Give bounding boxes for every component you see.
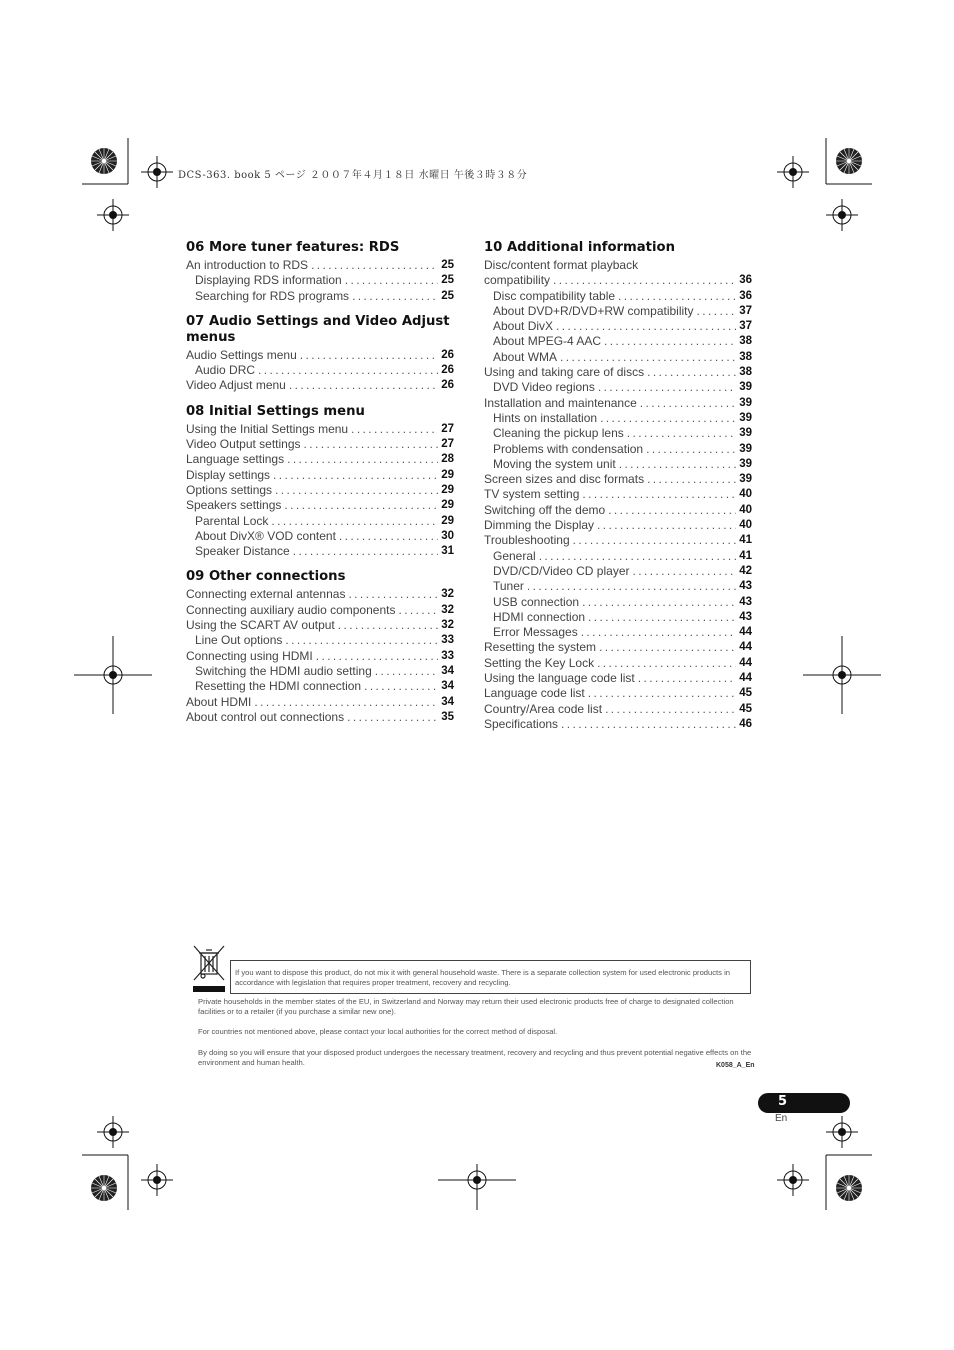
toc-page-number: 32 bbox=[441, 603, 454, 616]
toc-page-number: 44 bbox=[739, 626, 752, 639]
toc-entry-label: Country/Area code list bbox=[484, 701, 603, 716]
toc-entry-label: Connecting using HDMI bbox=[186, 648, 313, 663]
toc-section bbox=[186, 240, 454, 304]
toc-entry-label: Resetting the HDMI connection bbox=[195, 679, 362, 694]
toc-entry-label: Screen sizes and disc formats bbox=[484, 472, 645, 487]
toc-entry-label: DVD Video regions bbox=[493, 380, 595, 395]
toc-leader-dots bbox=[339, 529, 438, 544]
toc-entry[interactable] bbox=[484, 457, 752, 472]
toc-entry-label: Searching for RDS programs bbox=[195, 288, 350, 303]
toc-leader-dots bbox=[605, 702, 736, 717]
toc-page-number: 34 bbox=[441, 664, 454, 677]
toc-entry-label: Audio DRC bbox=[195, 363, 256, 378]
toc-leader-dots bbox=[556, 319, 736, 334]
toc-page-number: 44 bbox=[739, 641, 752, 654]
toc-page-number: 39 bbox=[739, 396, 752, 409]
toc-entry-label: Using the language code list bbox=[484, 671, 635, 686]
toc-leader-dots bbox=[254, 695, 438, 710]
toc-entry[interactable] bbox=[484, 671, 752, 686]
toc-entry[interactable] bbox=[484, 640, 752, 655]
toc-entry-label: HDMI connection bbox=[493, 609, 586, 624]
toc-page-number: 27 bbox=[441, 438, 454, 451]
toc-leader-dots bbox=[588, 686, 736, 701]
toc-leader-dots bbox=[375, 664, 438, 679]
toc-entry[interactable] bbox=[484, 503, 752, 518]
toc-page-number: 43 bbox=[739, 580, 752, 593]
toc-entry[interactable] bbox=[484, 442, 752, 457]
toc-entry[interactable] bbox=[484, 564, 752, 579]
toc-page-number: 39 bbox=[739, 381, 752, 394]
toc-section bbox=[186, 404, 454, 560]
toc-page-number: 34 bbox=[441, 680, 454, 693]
toc-page-number: 29 bbox=[441, 468, 454, 481]
toc-entry[interactable] bbox=[186, 695, 454, 710]
toc-section bbox=[186, 314, 454, 394]
toc-entry-label: Language code list bbox=[484, 686, 585, 701]
weee-paragraph-1: Private households in the member states of the EU, in Switzerland and Norway may return their used electronic products free of charge to designated collection facilities or to a retailer (if you purchase a similar new one). bbox=[198, 997, 734, 1017]
toc-entry[interactable] bbox=[484, 380, 752, 395]
toc-leader-dots bbox=[273, 468, 438, 483]
toc-page-number: 40 bbox=[739, 519, 752, 532]
toc-leader-dots bbox=[287, 452, 438, 467]
toc-page-number: 40 bbox=[739, 503, 752, 516]
toc-page-number: 31 bbox=[441, 545, 454, 558]
toc-entry[interactable] bbox=[186, 378, 454, 393]
toc-entry[interactable] bbox=[186, 710, 454, 725]
toc-entry[interactable] bbox=[484, 702, 752, 717]
toc-entry-label: Language settings bbox=[186, 452, 285, 467]
weee-paragraph-2: For countries not mentioned above, please contact your local authorities for the correct method of disposal. bbox=[198, 1027, 558, 1036]
toc-leader-dots bbox=[311, 258, 438, 273]
toc-leader-dots bbox=[338, 618, 438, 633]
toc-entry[interactable] bbox=[484, 625, 752, 640]
toc-leader-dots bbox=[258, 363, 438, 378]
toc-entry[interactable] bbox=[484, 319, 752, 334]
toc-leader-dots bbox=[289, 378, 438, 393]
toc-column-right bbox=[484, 240, 752, 742]
toc-entry-label: Moving the system unit bbox=[493, 456, 616, 471]
toc-page-number: 46 bbox=[739, 717, 752, 730]
toc-page-number: 41 bbox=[739, 534, 752, 547]
toc-entry[interactable] bbox=[186, 289, 454, 304]
toc-entry[interactable] bbox=[484, 258, 752, 273]
toc-leader-dots bbox=[588, 610, 736, 625]
toc-page-number: 38 bbox=[739, 335, 752, 348]
toc-entry[interactable] bbox=[186, 437, 454, 452]
toc-page-number: 25 bbox=[441, 259, 454, 271]
toc-leader-dots bbox=[300, 348, 438, 363]
toc-entry[interactable] bbox=[484, 304, 752, 319]
toc-leader-dots bbox=[527, 579, 736, 594]
toc-page-number: 43 bbox=[739, 610, 752, 623]
toc-page-number: 44 bbox=[739, 672, 752, 685]
toc-leader-dots bbox=[646, 442, 736, 457]
toc-leader-dots bbox=[640, 396, 736, 411]
toc-entry[interactable] bbox=[186, 273, 454, 288]
toc-entry-label: About WMA bbox=[493, 349, 558, 364]
toc-entry-label: About DivX® VOD content bbox=[195, 528, 336, 543]
toc-leader-dots bbox=[271, 514, 438, 529]
toc-entry[interactable] bbox=[484, 411, 752, 426]
toc-entry-label: Tuner bbox=[493, 579, 524, 594]
toc-leader-dots bbox=[553, 273, 736, 288]
toc-page-number: 34 bbox=[441, 695, 454, 708]
toc-entry[interactable] bbox=[186, 452, 454, 467]
toc-page-number: 41 bbox=[739, 549, 752, 562]
toc-entry[interactable] bbox=[484, 610, 752, 625]
toc-entry[interactable] bbox=[186, 498, 454, 513]
toc-leader-dots bbox=[561, 717, 736, 732]
toc-entry-label: About HDMI bbox=[186, 694, 252, 709]
toc-entry[interactable] bbox=[186, 664, 454, 679]
toc-page-number: 33 bbox=[441, 649, 454, 662]
weee-paragraph-3: By doing so you will ensure that your disposed product undergoes the necessary treatment, recovery and recycling and thus prevent potential negative effects on the environment and human health. bbox=[198, 1048, 752, 1068]
toc-entry-label: General bbox=[493, 548, 536, 563]
toc-page-number: 26 bbox=[441, 364, 454, 377]
toc-page-number: 39 bbox=[739, 457, 752, 470]
toc-entry-label: DVD/CD/Video CD player bbox=[493, 563, 630, 578]
toc-entry[interactable] bbox=[186, 348, 454, 363]
toc-page-number: 43 bbox=[739, 595, 752, 608]
toc-entry[interactable] bbox=[186, 544, 454, 559]
toc-leader-dots bbox=[598, 380, 736, 395]
toc-page-number: 29 bbox=[441, 499, 454, 512]
toc-entry[interactable] bbox=[484, 549, 752, 564]
toc-leader-dots bbox=[364, 679, 438, 694]
toc-entry[interactable] bbox=[484, 518, 752, 533]
toc-page-number: 36 bbox=[739, 274, 752, 287]
toc-entry-label: Dimming the Display bbox=[484, 518, 595, 533]
toc-entry-label: TV system setting bbox=[484, 487, 580, 502]
toc-leader-dots bbox=[638, 671, 736, 686]
toc-page-number: 29 bbox=[441, 514, 454, 527]
toc-entry-label: Displaying RDS information bbox=[195, 273, 342, 288]
toc-section-heading: 10 Additional information bbox=[484, 240, 675, 255]
weee-code: K058_A_En bbox=[716, 1062, 755, 1069]
toc-leader-dots bbox=[352, 289, 438, 304]
toc-leader-dots bbox=[597, 518, 736, 533]
toc-leader-dots bbox=[348, 587, 438, 602]
toc-leader-dots bbox=[539, 549, 737, 564]
toc-page-number: 30 bbox=[441, 529, 454, 542]
toc-leader-dots bbox=[285, 633, 438, 648]
toc-page-number: 35 bbox=[441, 710, 454, 723]
toc-page-number: 25 bbox=[441, 289, 454, 302]
toc-entry-label: Switching the HDMI audio setting bbox=[195, 663, 372, 678]
toc-leader-dots bbox=[560, 350, 736, 365]
toc-entry-label: Hints on installation bbox=[493, 410, 598, 425]
toc-entry-label: About control out connections bbox=[186, 709, 345, 724]
page-language: En bbox=[775, 1113, 788, 1124]
toc-entry[interactable] bbox=[484, 334, 752, 349]
toc-entry-label: Disc compatibility table bbox=[493, 288, 616, 303]
toc-leader-dots bbox=[599, 640, 736, 655]
toc-section bbox=[186, 569, 454, 725]
toc-section-heading: 07 Audio Settings and Video Adjust menus bbox=[186, 313, 450, 345]
toc-entry-label: Speakers settings bbox=[186, 498, 282, 513]
toc-entry-label: Resetting the system bbox=[484, 640, 597, 655]
toc-page-number: 45 bbox=[739, 687, 752, 700]
toc-entry[interactable] bbox=[186, 468, 454, 483]
toc-entry-label: Connecting auxiliary audio components bbox=[186, 602, 396, 617]
toc-leader-dots bbox=[304, 437, 439, 452]
toc-leader-dots bbox=[351, 422, 438, 437]
toc-section-heading: 06 More tuner features: RDS bbox=[186, 240, 400, 255]
toc-entry-label: Troubleshooting bbox=[484, 533, 570, 548]
toc-leader-dots bbox=[347, 710, 438, 725]
toc-page-number: 37 bbox=[739, 304, 752, 317]
toc-entry[interactable] bbox=[186, 587, 454, 602]
crossed-out-wheelie-bin-icon bbox=[192, 944, 226, 994]
toc-entry[interactable] bbox=[186, 679, 454, 694]
toc-page-number: 38 bbox=[739, 350, 752, 363]
toc-entry-label: Display settings bbox=[186, 467, 271, 482]
toc-entry[interactable] bbox=[484, 396, 752, 411]
toc-entry[interactable] bbox=[484, 717, 752, 732]
toc-entry-label: Parental Lock bbox=[195, 513, 269, 528]
toc-leader-dots bbox=[618, 289, 736, 304]
toc-entry-label: USB connection bbox=[493, 594, 580, 609]
toc-page-number: 28 bbox=[441, 453, 454, 466]
toc-leader-dots bbox=[597, 656, 736, 671]
toc-page-number: 39 bbox=[739, 442, 752, 455]
toc-entry-label: About MPEG-4 AAC bbox=[493, 334, 602, 349]
toc-leader-dots bbox=[697, 304, 737, 319]
toc-entry-label: Switching off the demo bbox=[484, 502, 606, 517]
toc-entry[interactable] bbox=[186, 514, 454, 529]
toc-page-number: 37 bbox=[739, 320, 752, 333]
toc-leader-dots bbox=[398, 603, 438, 618]
toc-entry-label: Using and taking care of discs bbox=[484, 365, 645, 380]
toc-leader-dots bbox=[619, 457, 736, 472]
toc-page-number: 29 bbox=[441, 483, 454, 496]
toc-column-left bbox=[186, 240, 454, 735]
toc-entry-label: Video Output settings bbox=[186, 437, 301, 452]
toc-entry[interactable] bbox=[186, 649, 454, 664]
toc-leader-dots bbox=[604, 334, 736, 349]
toc-entry[interactable] bbox=[484, 472, 752, 487]
toc-entry[interactable] bbox=[484, 579, 752, 594]
toc-entry-label: Specifications bbox=[484, 716, 559, 731]
toc-entry[interactable] bbox=[186, 258, 454, 273]
toc-entry-label: Problems with condensation bbox=[493, 441, 644, 456]
toc-entry[interactable] bbox=[186, 422, 454, 437]
toc-entry-label: compatibility bbox=[484, 273, 551, 288]
toc-leader-dots bbox=[582, 487, 736, 502]
toc-leader-dots bbox=[581, 625, 737, 640]
toc-leader-dots bbox=[647, 365, 736, 380]
toc-page-number: 40 bbox=[739, 488, 752, 501]
toc-leader-dots bbox=[293, 544, 438, 559]
toc-entry[interactable] bbox=[484, 686, 752, 701]
toc-page-number: 39 bbox=[739, 427, 752, 440]
print-header: DCS-363. book 5 ページ ２００７年４月１８日 水曜日 午後３時３８分 bbox=[178, 170, 528, 181]
toc-entry-label: Error Messages bbox=[493, 625, 578, 640]
toc-entry-label: Using the Initial Settings menu bbox=[186, 421, 349, 436]
toc-leader-dots bbox=[582, 595, 736, 610]
toc-entry-label: About DivX bbox=[493, 319, 554, 334]
toc-page-number: 33 bbox=[441, 634, 454, 647]
toc-leader-dots bbox=[600, 411, 736, 426]
toc-leader-dots bbox=[647, 472, 736, 487]
toc-entry[interactable] bbox=[484, 289, 752, 304]
toc-page-number: 32 bbox=[441, 588, 454, 601]
toc-entry[interactable] bbox=[484, 426, 752, 441]
toc-page-number: 44 bbox=[739, 656, 752, 669]
toc-entry[interactable] bbox=[484, 533, 752, 548]
toc-entry[interactable] bbox=[484, 656, 752, 671]
toc-section bbox=[484, 240, 752, 732]
toc-entry-label: Line Out options bbox=[195, 633, 283, 648]
toc-section-heading: 09 Other connections bbox=[186, 569, 346, 585]
toc-entry[interactable] bbox=[484, 350, 752, 365]
toc-page-number: 25 bbox=[441, 274, 454, 287]
toc-page-number: 26 bbox=[441, 379, 454, 392]
toc-entry-label: Disc/content format playback bbox=[484, 258, 639, 272]
weee-notice-box: If you want to dispose this product, do not mix it with general household waste. There is a separate collection system for used electronic products in accordance with legislation that requires proper treatment, recovery and recycling. bbox=[230, 960, 751, 994]
toc-page-number: 26 bbox=[441, 348, 454, 361]
toc-entry[interactable] bbox=[484, 365, 752, 380]
toc-leader-dots bbox=[284, 498, 438, 513]
toc-leader-dots bbox=[633, 564, 737, 579]
toc-entry[interactable] bbox=[484, 595, 752, 610]
toc-entry[interactable] bbox=[484, 273, 752, 288]
toc-section-heading: 08 Initial Settings menu bbox=[186, 403, 365, 419]
toc-page-number: 38 bbox=[739, 366, 752, 379]
toc-entry-label: Using the SCART AV output bbox=[186, 618, 335, 633]
toc-page-number: 39 bbox=[739, 473, 752, 486]
toc-entry[interactable] bbox=[186, 633, 454, 648]
toc-leader-dots bbox=[608, 503, 736, 518]
toc-entry-label: Options settings bbox=[186, 482, 273, 497]
toc-leader-dots bbox=[345, 273, 438, 288]
toc-entry[interactable] bbox=[484, 487, 752, 502]
toc-leader-dots bbox=[316, 649, 438, 664]
page-number: 5 bbox=[778, 1094, 788, 1109]
toc-entry-label: Cleaning the pickup lens bbox=[493, 426, 624, 441]
toc-entry-label: Speaker Distance bbox=[195, 544, 290, 559]
toc-entry-label: Installation and maintenance bbox=[484, 395, 637, 410]
toc-page-number: 36 bbox=[739, 289, 752, 302]
toc-entry-label: About DVD+R/DVD+RW compatibility bbox=[493, 303, 694, 318]
toc-page-number: 39 bbox=[739, 411, 752, 424]
toc-entry[interactable] bbox=[186, 618, 454, 633]
toc-page-number: 27 bbox=[441, 422, 454, 435]
toc-page-number: 42 bbox=[739, 564, 752, 577]
toc-entry[interactable] bbox=[186, 603, 454, 618]
toc-entry-label: Video Adjust menu bbox=[186, 378, 286, 393]
toc-entry-label: Audio Settings menu bbox=[186, 347, 297, 362]
toc-entry-label: An introduction to RDS bbox=[186, 258, 309, 272]
toc-entry[interactable] bbox=[186, 529, 454, 544]
toc-entry[interactable] bbox=[186, 483, 454, 498]
toc-page-number: 45 bbox=[739, 702, 752, 715]
toc-entry-label: Setting the Key Lock bbox=[484, 655, 595, 670]
toc-leader-dots bbox=[275, 483, 438, 498]
toc-entry[interactable] bbox=[186, 363, 454, 378]
page-number-badge bbox=[758, 1093, 850, 1113]
toc-leader-dots bbox=[573, 533, 737, 548]
toc-leader-dots bbox=[627, 426, 736, 441]
toc-page-number: 32 bbox=[441, 619, 454, 632]
toc-entry-label: Connecting external antennas bbox=[186, 587, 346, 602]
